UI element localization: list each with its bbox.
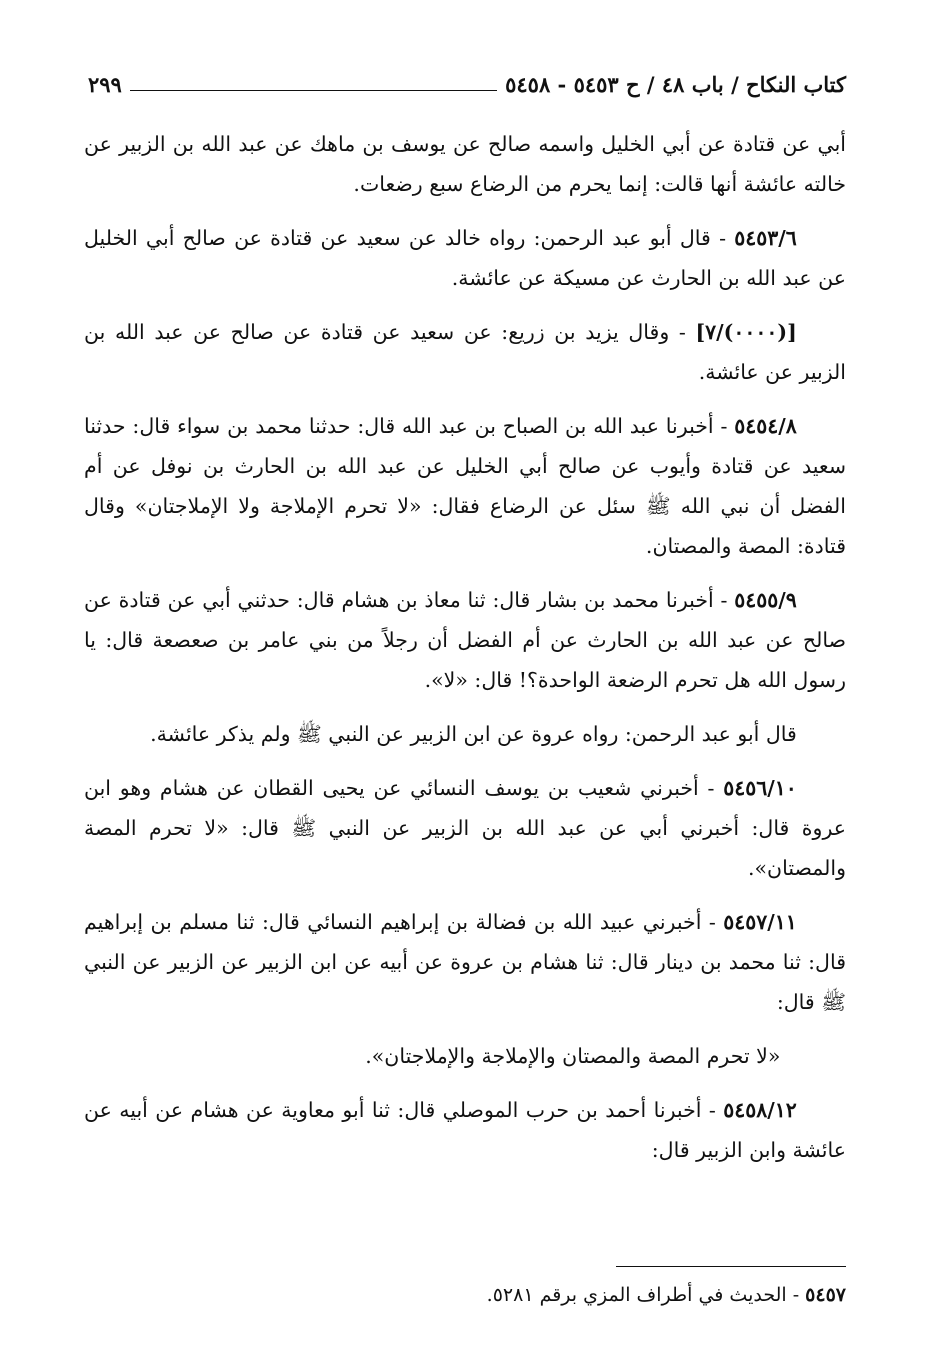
hadith-paragraph (84, 1090, 846, 1170)
paragraph-text: - أخبرنا أحمد بن حرب الموصلي قال: ثنا أبو معاوية عن هشام عن أبيه عن عائشة وابن الزبير قال: (84, 1098, 846, 1162)
header-title: كتاب النكاح / باب ٤٨ / ح ٥٤٥٣ - ٥٤٥٨ (505, 72, 846, 97)
hadith-number: ٥٤٥٧/١١ (723, 910, 797, 934)
hadith-quote (84, 1036, 846, 1076)
hadith-paragraph (84, 714, 846, 754)
hadith-paragraph (84, 580, 846, 700)
hadith-number: ٥٤٥٦/١٠ (723, 776, 797, 800)
paragraph-text: - أخبرنا عبد الله بن الصباح بن عبد الله قال: حدثنا محمد بن سواء قال: حدثنا سعيد عن قتادة وأيوب عن صالح أبي الخليل عن عبد الله بن الحارث بن نوفل عن أم الفضل أن نبي الله ﷺ سئل عن الرضاع فقال: «لا تحرم الإملاجة ولا الإملاجتان» وقال قتادة: المصة والمصتان. (84, 414, 846, 558)
hadith-number: ٥٤٥٣/٦ (734, 226, 797, 250)
paragraph-text: أبي عن قتادة عن أبي الخليل واسمه صالح عن يوسف بن ماهك عن عبد الله بن الزبير عن خالته عائشة أنها قالت: إنما يحرم من الرضاع سبع رضعات. (84, 132, 846, 196)
footnote-text: - الحديث في أطراف المزي برقم ٥٢٨١. (486, 1284, 806, 1306)
hadith-paragraph (84, 124, 846, 204)
paragraph-text: «لا تحرم المصة والمصتان والإملاجة والإملاجتان». (365, 1044, 781, 1068)
paragraph-text: - وقال يزيد بن زريع: عن سعيد عن قتادة عن صالح عن عبد الله بن الزبير عن عائشة. (84, 320, 846, 384)
paragraph-text: - أخبرنا محمد بن بشار قال: ثنا معاذ بن هشام قال: حدثني أبي عن قتادة عن صالح عن عبد الله بن الحارث عن أم الفضل أن رجلاً من بني عامر بن صعصعة قال: يا رسول الله هل تحرم الرضعة الواحدة؟! قال: «لا». (84, 588, 846, 692)
hadith-number: ٥٤٥٨/١٢ (723, 1098, 797, 1122)
paragraph-text: - قال أبو عبد الرحمن: رواه خالد عن سعيد عن قتادة عن صالح أبي الخليل عن عبد الله بن الحارث عن مسيكة عن عائشة. (84, 226, 846, 290)
hadith-number: ٥٤٥٤/٨ (734, 414, 797, 438)
hadith-number: ٥٤٥٥/٩ (734, 588, 797, 612)
page-body (84, 124, 846, 1184)
hadith-paragraph (84, 768, 846, 888)
paragraph-text: - أخبرني عبيد الله بن فضالة بن إبراهيم النسائي قال: ثنا مسلم بن إبراهيم قال: ثنا محمد بن دينار قال: ثنا هشام بن عروة عن أبيه عن ابن الزبير عن الزبير عن النبي ﷺ قال: (84, 910, 846, 1014)
hadith-paragraph (84, 218, 846, 298)
paragraph-text: - أخبرني شعيب بن يوسف النسائي عن يحيى القطان عن هشام وهو ابن عروة قال: أخبرني أبي عن عبد الله بن الزبير عن النبي ﷺ قال: «لا تحرم المصة والمصتان». (84, 776, 846, 880)
header-rule (130, 90, 497, 91)
hadith-paragraph (84, 312, 846, 392)
paragraph-text: قال أبو عبد الرحمن: رواه عروة عن ابن الزبير عن النبي ﷺ ولم يذكر عائشة. (150, 722, 797, 746)
footnote (84, 1278, 846, 1312)
page-number: ٢٩٩ (88, 72, 122, 97)
footnote-number: ٥٤٥٧ (805, 1284, 846, 1306)
footnote-rule (616, 1266, 846, 1267)
hadith-paragraph (84, 902, 846, 1022)
hadith-paragraph (84, 406, 846, 566)
running-header (88, 70, 846, 100)
hadith-number: [(٠٠٠٠)/٧] (695, 320, 797, 344)
